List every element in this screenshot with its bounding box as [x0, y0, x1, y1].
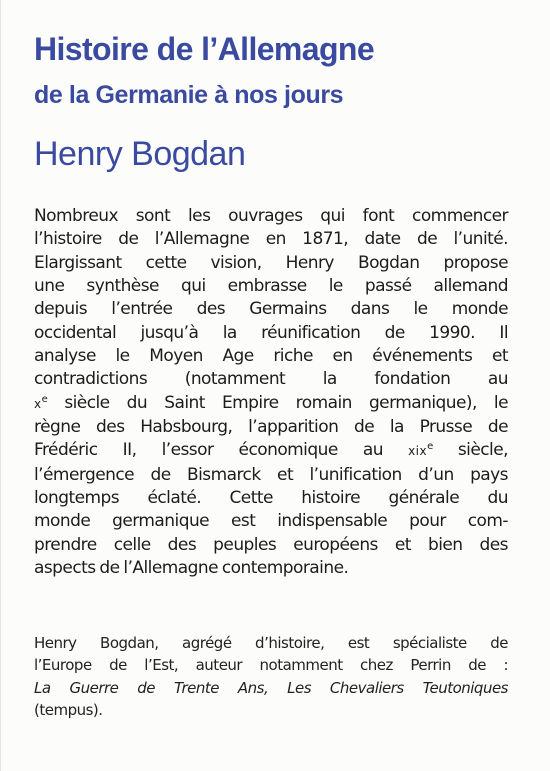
blurb-line-text: siècle,	[432, 440, 508, 461]
blurb-line: Nombreux sont les ouvrages qui font commencer	[34, 206, 508, 226]
book-title: Histoire de l’Allemagne	[34, 31, 375, 67]
book-author: Henry Bogdan	[34, 135, 246, 173]
blurb-line: contradictions (notamment la fondation au	[34, 369, 508, 390]
blurb-line-text: siècle du Saint Empire romain germanique), le	[47, 392, 508, 413]
blurb-line-text: Frédéric II, l’essor économique au	[34, 440, 409, 461]
bio-line: Henry Bogdan, agrégé d’histoire, est spécialiste de	[34, 634, 508, 652]
blurb-line: l’émergence de Bismarck et l’unification d’un pays	[34, 464, 508, 485]
blurb-line	[34, 392, 508, 416]
book-subtitle: de la Germanie à nos jours	[34, 81, 344, 109]
bio-line: l’Europe de l’Est, auteur notamment chez Perrin de :	[34, 656, 508, 675]
blurb-line: l’histoire de l’Allemagne en 1871, date de l’unité.	[34, 229, 508, 250]
author-bio	[34, 632, 508, 721]
century-numeral: xix	[408, 444, 428, 459]
blurb-paragraph	[34, 205, 508, 581]
blurb-line: Elargissant cette vision, Henry Bogdan propose	[34, 252, 508, 273]
blurb-line: aspects de l’Allemagne contemporaine.	[34, 558, 349, 579]
blurb-line: une synthèse qui embrasse le passé allemand	[34, 276, 508, 297]
blurb-line: depuis l’entrée des Germains dans le monde	[34, 299, 508, 320]
blurb-line: règne des Habsbourg, l’apparition de la Prusse de	[34, 417, 508, 438]
blurb-line: monde germanique est indispensable pour com-	[34, 511, 508, 532]
ordinal-suffix: e	[427, 441, 433, 453]
blurb-line: occidental jusqu’à la réunification de 1990. Il	[34, 322, 508, 343]
blurb-line: analyse le Moyen Age riche en événements et	[34, 346, 508, 367]
ordinal-suffix: e	[41, 393, 48, 405]
century-numeral: x	[34, 396, 42, 411]
blurb-line: longtemps éclaté. Cette histoire générale du	[34, 488, 508, 509]
blurb-line: prendre celle des peuples européens et bien des	[34, 534, 508, 555]
blurb-line	[34, 439, 508, 463]
bio-book-titles: La Guerre de Trente Ans, Les Chevaliers Teutoniques	[34, 678, 508, 697]
bio-line: (tempus).	[34, 700, 103, 719]
